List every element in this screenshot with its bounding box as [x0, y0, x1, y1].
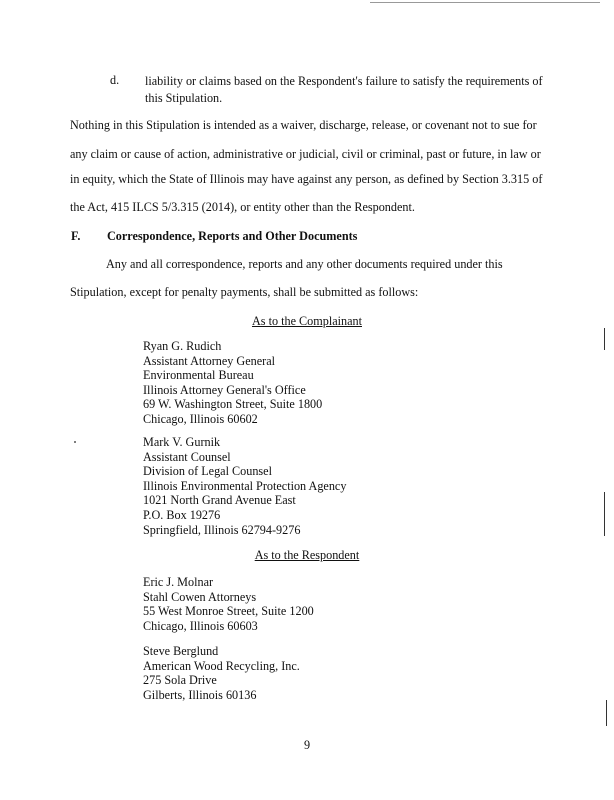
contact-line: Stahl Cowen Attorneys [143, 589, 257, 604]
contact-line: 55 West Monroe Street, Suite 1200 [143, 604, 314, 619]
contact-line: Illinois Attorney General's Office [143, 382, 306, 397]
contact-title: Assistant Attorney General [143, 353, 276, 368]
contact-line: 275 Sola Drive [143, 673, 217, 688]
page-number: 9 [303, 738, 311, 752]
contact-name: Mark V. Gurnik [143, 435, 221, 449]
intro-line-2: Stipulation, except for penalty payments, shall be submitted as follows: [70, 285, 419, 299]
contact-line: Illinois Environmental Protection Agency [143, 478, 347, 493]
reservation-line-1: Nothing in this Stipulation is intended as a waiver, discharge, release, or covenant not to sue for [70, 118, 537, 132]
contact-line: Division of Legal Counsel [143, 464, 272, 479]
section-title: Correspondence, Reports and Other Documents [107, 229, 358, 243]
contact-line: Gilberts, Illinois 60136 [143, 687, 257, 702]
contact-name: Ryan G. Rudich [143, 339, 222, 353]
scan-dot [74, 441, 76, 443]
contact-line: P.O. Box 19276 [143, 507, 221, 522]
complainant-contact-2 [143, 435, 346, 537]
scan-artifact [604, 328, 605, 350]
contact-line: Environmental Bureau [143, 368, 254, 383]
contact-line: Springfield, Illinois 62794-9276 [143, 522, 301, 537]
scan-artifact [604, 492, 605, 536]
item-d-text: liability or claims based on the Respondent's failure to satisfy the requirements of this Stipulation. [145, 74, 543, 105]
contact-title: Assistant Counsel [143, 449, 231, 464]
complainant-heading: As to the Complainant [251, 314, 362, 328]
contact-line: 1021 North Grand Avenue East [143, 493, 296, 508]
reservation-line-2: any claim or cause of action, administrative or judicial, civil or criminal, past or future, in law or [70, 147, 541, 161]
section-letter: F. [71, 229, 81, 243]
contact-line: Chicago, Illinois 60603 [143, 618, 258, 633]
scan-artifact [370, 2, 600, 3]
scan-artifact [606, 700, 607, 726]
item-d-number: d. [110, 73, 120, 87]
complainant-contact-1 [143, 339, 322, 427]
contact-name: Eric J. Molnar [143, 575, 214, 589]
respondent-contact-2 [143, 644, 300, 702]
intro-line-1: Any and all correspondence, reports and any other documents required under this [106, 257, 503, 271]
contact-line: American Wood Recycling, Inc. [143, 658, 300, 673]
reservation-line-3: in equity, which the State of Illinois may have against any person, as defined by Section 3.315 of [70, 172, 543, 186]
respondent-heading: As to the Respondent [254, 548, 360, 562]
reservation-line-4: the Act, 415 ILCS 5/3.315 (2014), or entity other than the Respondent. [70, 200, 415, 214]
contact-line: 69 W. Washington Street, Suite 1800 [143, 397, 323, 412]
contact-name: Steve Berglund [143, 644, 219, 658]
respondent-contact-1 [143, 575, 314, 633]
contact-line: Chicago, Illinois 60602 [143, 411, 258, 426]
